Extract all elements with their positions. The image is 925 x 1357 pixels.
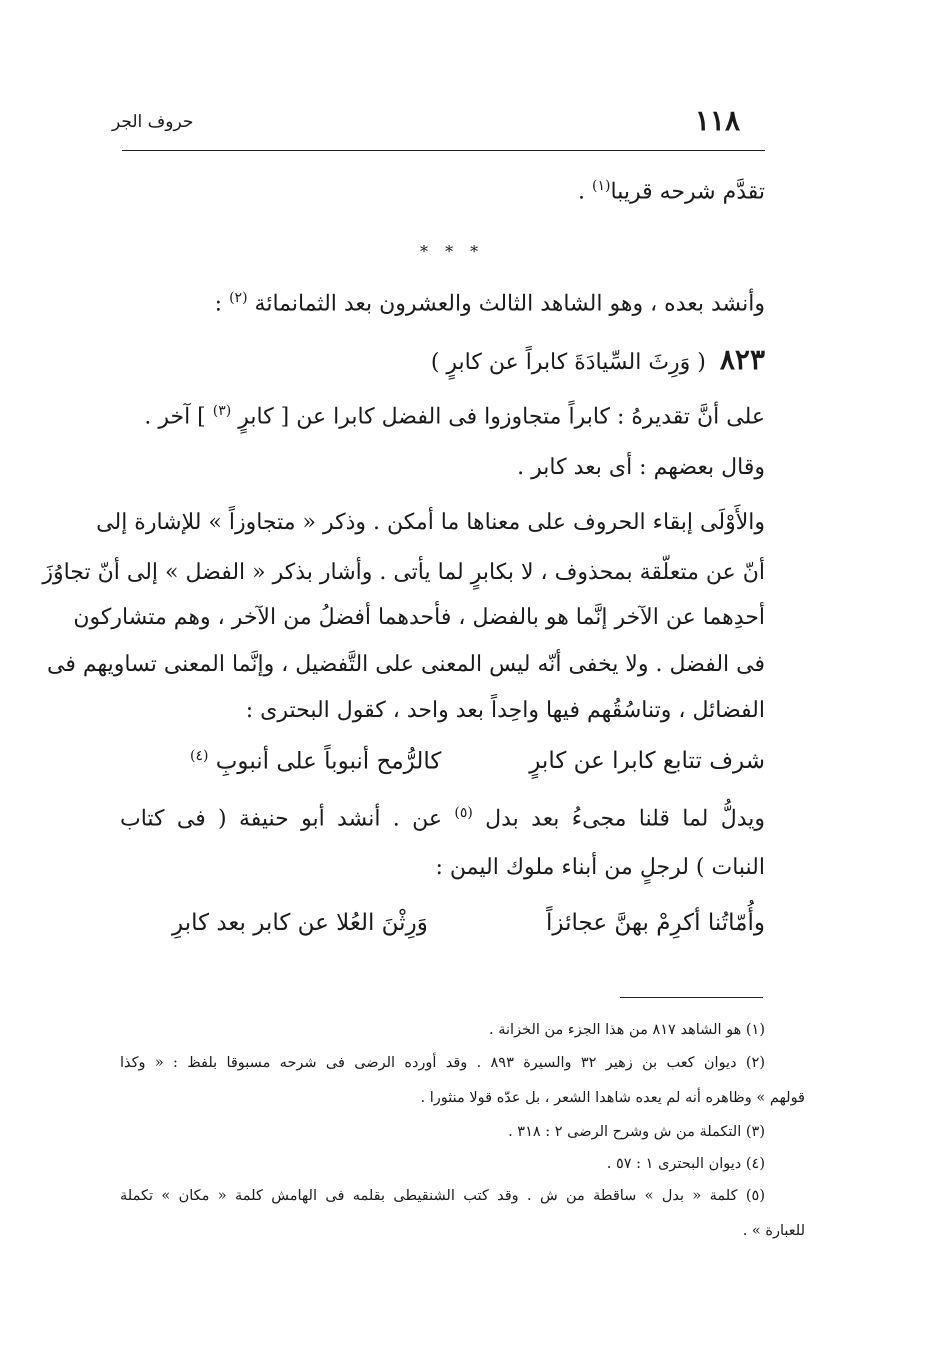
example-number: ٨٢٣	[719, 343, 765, 376]
footnote-ref-1: (١)	[592, 178, 611, 194]
verse-2-left-hemistich: وَرِثْنَ العُلا عن كابر بعد كابرِ	[172, 910, 428, 936]
footnote-5: (٥) كلمة « بدل » ساقطة من ش . وقد كتب الشنقيطى بقلمه فى الهامش كلمة « مكان » تكملة	[120, 1188, 765, 1204]
section-separator: * * *	[420, 242, 485, 261]
footnote-rule	[620, 997, 763, 998]
footnote-4: (٤) ديوان البحترى ١ : ٥٧ .	[606, 1156, 765, 1172]
body-line-2	[215, 290, 765, 316]
footnote-ref-5: (٥)	[454, 805, 473, 821]
body-line-1	[578, 178, 765, 204]
line-3-text-b: ] آخر .	[144, 404, 213, 430]
verse-1-left-hemistich	[190, 748, 441, 775]
example-text: ( وَرِثَ السِّيادَةَ كابراً عن كابرٍ )	[430, 350, 706, 375]
footnote-ref-3: (٣)	[212, 403, 232, 419]
body-line-4: وقال بعضهم : أى بعد كابر .	[517, 455, 765, 480]
page-number: ١١٨	[694, 104, 740, 137]
paragraph-line-6	[120, 805, 765, 831]
verse-1-right-hemistich: شرف تتابع كابرا عن كابرٍ	[529, 748, 765, 774]
footnote-5-continued: للعبارة » .	[742, 1223, 805, 1239]
paragraph-line-7: النبات ) لرجلٍ من أبناء ملوك اليمن :	[435, 855, 765, 880]
verse-1-left-text: كالرُّمح أنبوباً على أنبوبِ	[215, 748, 442, 775]
paragraph-line-4: فى الفضل . ولا يخفى أنّه ليس المعنى على التَّفضيل ، وإنَّما المعنى تساويهم فى	[47, 652, 765, 677]
footnote-2: (٢) ديوان كعب بن زهير ٣٢ والسيرة ٨٩٣ . وقد أورده الرضى فى شرحه مسبوقا بلفظ : « وكذا	[120, 1055, 765, 1071]
paragraph-line-5: الفضائل ، وتناسُقُهم فيها واحِداً بعد واحد ، كقول البحترى :	[245, 698, 765, 723]
line-1-end: .	[578, 179, 593, 205]
line-6-text-a: ويدلُّ لما قلنا مجىءُ بعد بدل	[472, 806, 765, 832]
footnote-2-continued: قولهم » وظاهره أنه لم يعده شاهدا الشعر ، بل عدّه قولا منثورا .	[420, 1090, 805, 1106]
footnote-1: (١) هو الشاهد ٨١٧ من هذا الجزء من الخزانة .	[489, 1022, 765, 1038]
paragraph-line-3: أحدِهما عن الآخر إنَّما هو بالفضل ، فأحدهما أفضلُ من الآخر ، وهم متشاركون	[73, 605, 765, 630]
body-line-3	[144, 403, 765, 429]
example-line	[431, 343, 765, 376]
verse-2-right-hemistich: وأُمّاتُنا أكرِمْ بهنَّ عجائزاً	[546, 910, 765, 936]
header-rule	[122, 150, 765, 151]
paragraph-line-1: والأَوْلَى إبقاء الحروف على معناها ما أمكن . وذكر « متجاوزاً » للإشارة إلى	[96, 510, 765, 535]
footnote-3: (٣) التكملة من ش وشرح الرضى ٢ : ٣١٨ .	[508, 1124, 765, 1140]
line-1-text: تقدَّم شرحه قريبا	[610, 179, 765, 205]
running-title: حروف الجر	[112, 112, 194, 132]
line-2-text: وأنشد بعده ، وهو الشاهد الثالث والعشرون بعد الثمانمائة	[247, 291, 765, 317]
line-3-text-a: على أنَّ تقديرهُ : كابراً متجاوزوا فى الفضل كابرا عن [ كابرٍ	[231, 404, 765, 430]
paragraph-line-2: أنّ عن متعلّقة بمحذوف ، لا بكابرٍ لما يأتى . وأشار بذكر « الفضل » إلى أنّ تجاوُزَ	[42, 560, 765, 585]
footnote-ref-4: (٤)	[190, 748, 209, 764]
line-6-text-b: عن . أنشد أبو حنيفة ( فى كتاب	[120, 806, 455, 832]
footnote-ref-2: (٢)	[229, 290, 248, 306]
line-2-end: :	[214, 291, 230, 317]
